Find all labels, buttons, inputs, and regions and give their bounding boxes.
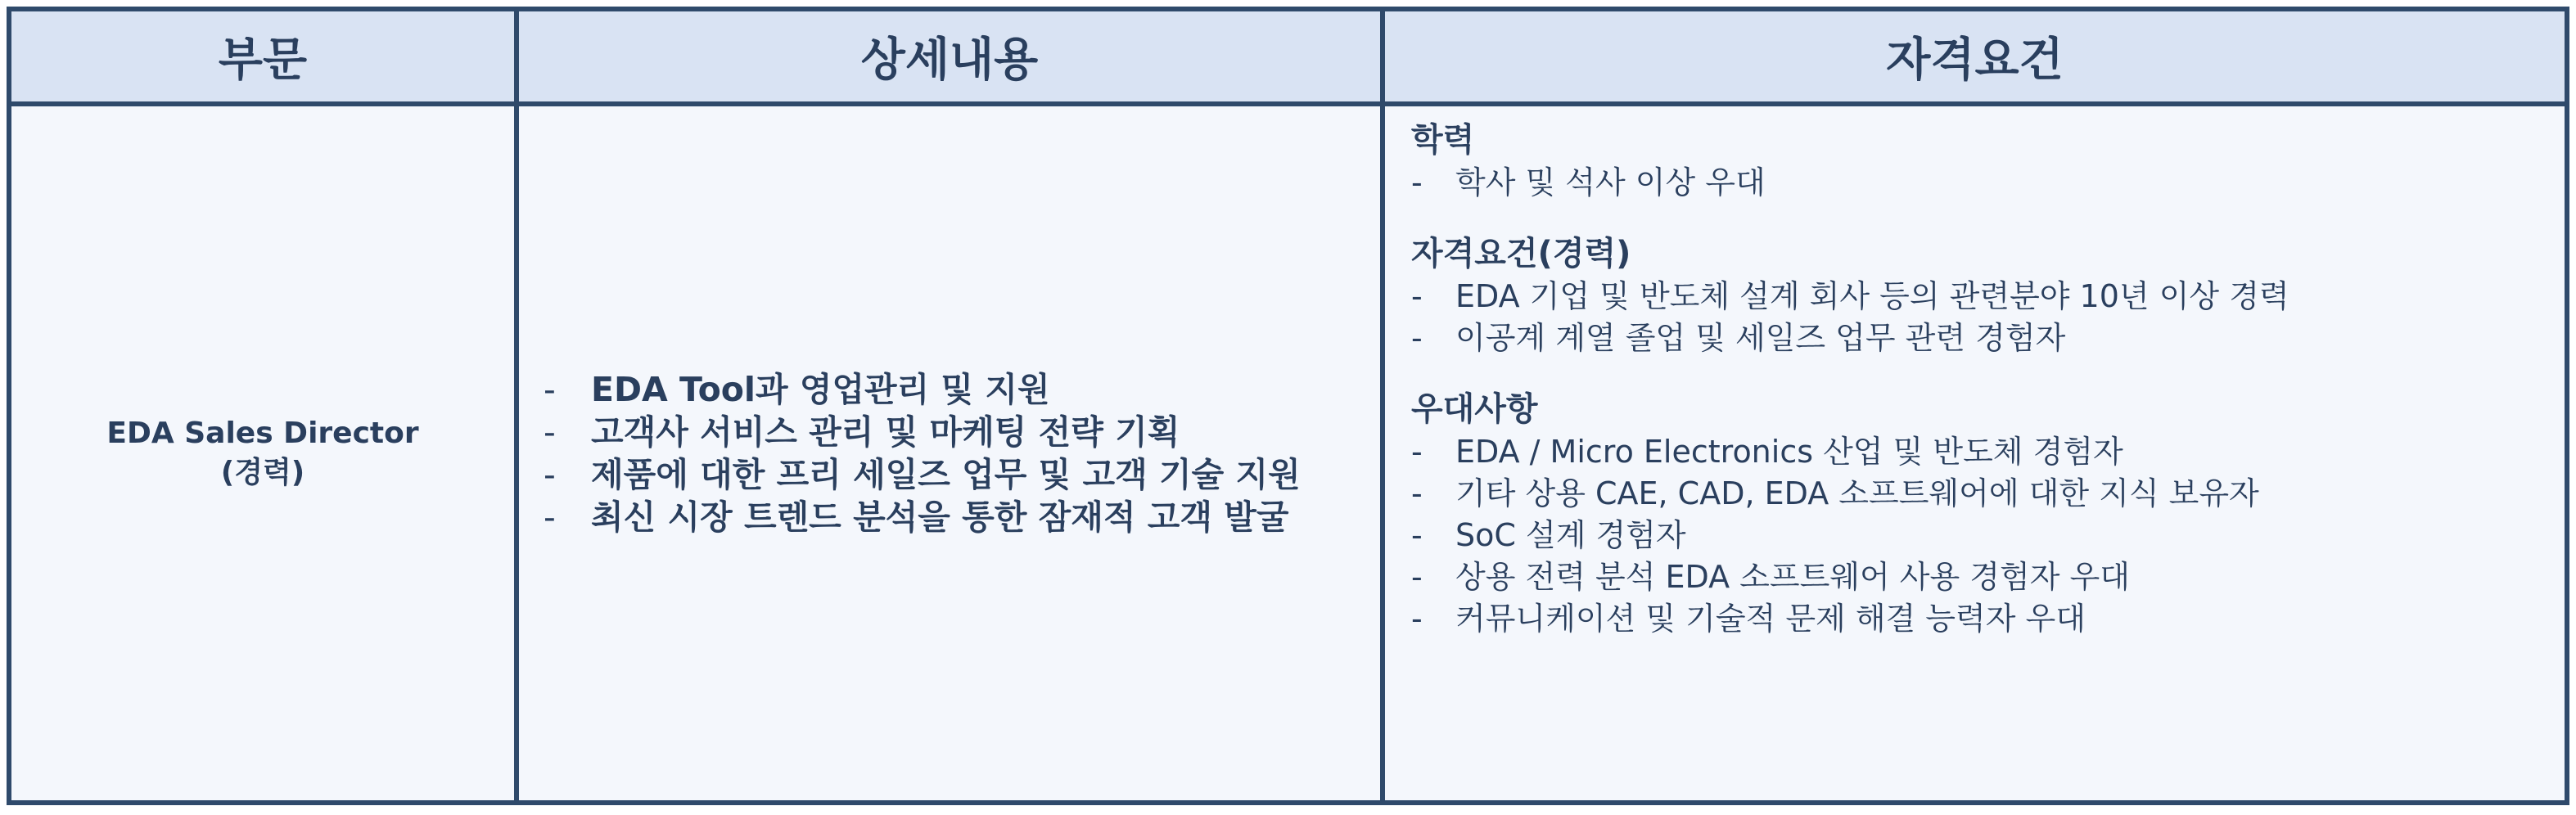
list-item: - 학사 및 석사 이상 우대 [1411,164,1766,200]
department-cell [11,106,514,800]
department-name: EDA Sales Director [106,417,419,450]
header-department: 부문 [218,34,308,87]
department-type: (경력) [220,456,305,489]
list-item: - SoC 설계 경험자 [1411,517,1686,553]
education-title: 학력 [1411,121,1475,159]
list-item: - 기타 상용 CAE, CAD, EDA 소프트웨어에 대한 지식 보유자 [1411,475,2259,511]
list-item: - EDA 기업 및 반도체 설계 회사 등의 관련분야 10년 이상 경력 [1411,278,2290,314]
details-cell [519,106,1380,800]
list-item: - 상용 전력 분석 EDA 소프트웨어 사용 경험자 우대 [1411,559,2130,595]
experience-title: 자격요건(경력) [1411,235,1631,272]
list-item: - 고객사 서비스 관리 및 마케팅 전략 기획 [544,412,1180,452]
education-section [1411,118,2565,204]
header-details: 상세내용 [860,34,1039,87]
list-item: - 이공계 계열 졸업 및 세일즈 업무 관련 경험자 [1411,320,2066,356]
department-title [106,414,418,493]
job-table [7,7,2569,805]
list-item: - 제품에 대한 프리 세일즈 업무 및 고객 기술 지원 [544,455,1301,494]
experience-section [1411,232,2565,359]
preferred-title: 우대사항 [1411,390,1538,428]
list-item: - EDA / Micro Electronics 산업 및 반도체 경험자 [1411,434,2123,470]
list-item: - EDA Tool과 영업관리 및 지원 [544,370,1050,409]
requirements-cell [1385,106,2565,800]
header-requirements: 자격요건 [1886,34,2064,87]
details-list [519,368,1301,538]
table-header-row [11,11,2565,106]
preferred-section [1411,387,2565,640]
list-item: - 최신 시장 트렌드 분석을 통한 잠재적 고객 발굴 [544,498,1289,537]
list-item: - 커뮤니케이션 및 기술적 문제 해결 능력자 우대 [1411,601,2086,637]
